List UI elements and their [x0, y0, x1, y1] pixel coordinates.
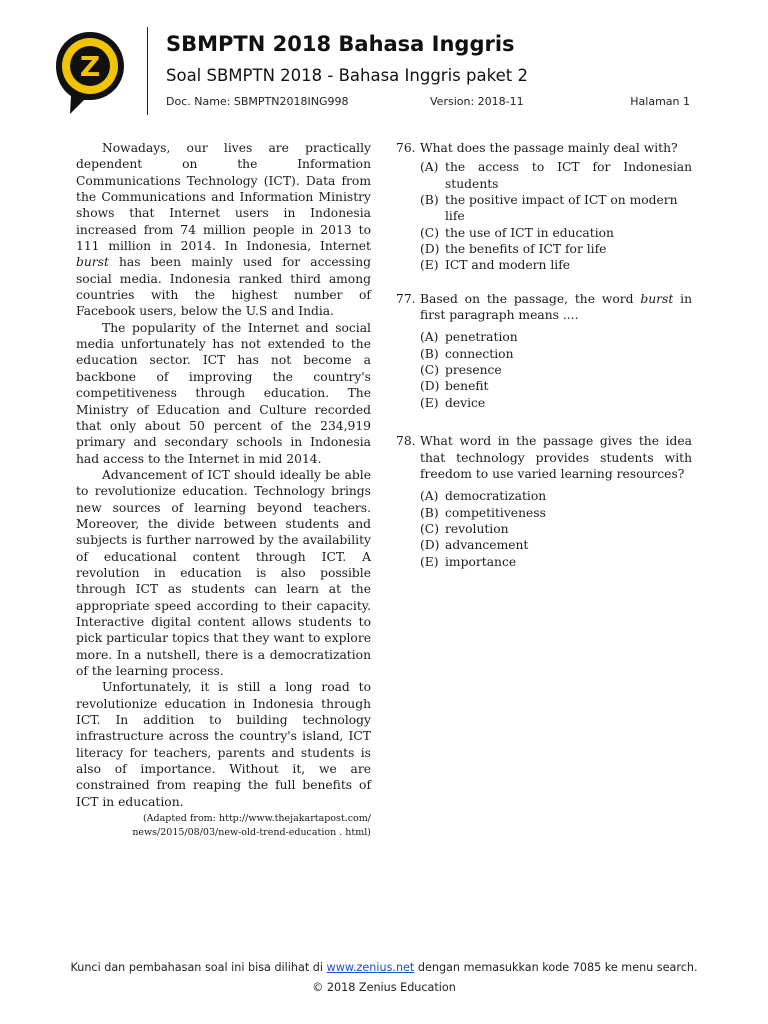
option-text: revolution [445, 521, 509, 536]
passage-emphasis-burst: burst [76, 255, 109, 270]
passage-paragraph-4: Unfortunately, it is still a long road to revolutionize education in Indonesia through ICT. In addition to building technology infrastructure across the country's island, ICT literacy for teachers, parents and students is also of importance. Without it, we are constrained from reaping the full benefits of ICT in education. [76, 680, 371, 809]
option-text: democratization [445, 489, 547, 504]
option-label: (A) [420, 160, 439, 175]
option-text: the benefits of ICT for life [445, 242, 607, 257]
question-list [396, 140, 692, 570]
document-subtitle: Soal SBMPTN 2018 - Bahasa Inggris paket 2 [166, 66, 528, 85]
option-e[interactable] [420, 257, 692, 273]
option-c[interactable] [420, 225, 692, 241]
document-footer [0, 958, 768, 998]
option-a[interactable] [420, 159, 692, 192]
option-label: (D) [420, 242, 440, 257]
option-label: (E) [420, 395, 439, 410]
document-header [0, 0, 768, 125]
option-text: penetration [445, 330, 518, 345]
option-list [420, 329, 692, 411]
copyright: © 2018 Zenius Education [312, 981, 456, 994]
option-list [420, 488, 692, 570]
passage-paragraph-1 [76, 140, 371, 320]
question-text: What does the passage mainly deal with? [420, 141, 678, 155]
option-d[interactable] [420, 537, 692, 553]
option-c[interactable] [420, 362, 692, 378]
option-a[interactable] [420, 488, 692, 504]
option-text: competitiveness [445, 505, 546, 520]
question-text-part: Based on the passage, the word [420, 291, 641, 306]
option-c[interactable] [420, 521, 692, 537]
footer-text: Kunci dan pembahasan soal ini bisa dilihat di [70, 961, 327, 974]
option-d[interactable] [420, 378, 692, 394]
option-a[interactable] [420, 329, 692, 345]
passage-paragraph-3: Advancement of ICT should ideally be able to revolutionize education. Technology brings new sources of learning beyond teachers. Moreover, the divide between students and subjects is further narrowed by the availability of educational content through ICT. A revolution in education is also possible through ICT as students can learn at the appropriate speed according to their capacity. Interactive digital content allows students to pick particular topics that they want to explore more. In a nutshell, there is a democratization of the learning process. [76, 467, 371, 678]
option-text: the use of ICT in education [445, 225, 614, 240]
option-e[interactable] [420, 395, 692, 411]
option-label: (C) [420, 225, 440, 240]
option-list [420, 159, 692, 273]
question-emphasis-burst: burst [640, 291, 674, 306]
option-text: the access to ICT for Indonesian students [445, 160, 692, 191]
option-label: (E) [420, 258, 439, 273]
option-label: (C) [420, 521, 440, 536]
doc-version: Version: 2018-11 [430, 95, 524, 108]
option-e[interactable] [420, 554, 692, 570]
footer-note [0, 958, 768, 978]
option-text: device [445, 395, 486, 410]
zenius-link[interactable]: www.zenius.net [326, 961, 415, 974]
zenius-logo-icon [54, 30, 126, 116]
logo-letter: Z [79, 50, 101, 83]
option-label: (D) [420, 538, 440, 553]
option-b[interactable] [420, 192, 692, 225]
option-text: connection [445, 346, 514, 361]
option-text: the positive impact of ICT on modern life [445, 193, 678, 224]
reading-passage [76, 140, 371, 810]
question-number: 78. [396, 434, 416, 449]
source-line: (Adapted from: http://www.thejakartapost.com/ [142, 813, 371, 824]
option-label: (D) [420, 379, 440, 394]
question-78 [396, 433, 692, 570]
option-label: (B) [420, 193, 439, 208]
passage-text: Nowadays, our lives are practically dependent on the Information Communications Technology (ICT). Data from the Communications and Information Ministry shows that Internet users in Indonesia increased from 74 million people in 2013 to 111 million in 2014. In Indonesia, Internet [76, 141, 371, 254]
option-label: (A) [420, 489, 439, 504]
source-line: news/2015/08/03/new-old-trend-education . html) [132, 827, 371, 838]
option-label: (E) [420, 554, 439, 569]
question-76 [396, 140, 692, 274]
option-text: advancement [445, 538, 529, 553]
page-number: Halaman 1 [630, 95, 690, 108]
option-text: benefit [445, 379, 489, 394]
passage-source [120, 812, 371, 840]
header-divider [147, 27, 148, 115]
option-text: importance [445, 554, 517, 569]
passage-text: has been mainly used for accessing social media. Indonesia ranked third among countries with the highest number of Facebook users, below the U.S and India. [76, 255, 371, 319]
option-b[interactable] [420, 346, 692, 362]
question-number: 77. [396, 291, 416, 306]
option-label: (B) [420, 505, 439, 520]
option-text: presence [445, 363, 502, 378]
doc-name: Doc. Name: SBMPTN2018ING998 [166, 95, 349, 108]
option-text: ICT and modern life [445, 258, 571, 273]
footer-text: dengan memasukkan kode 7085 ke menu search. [414, 961, 698, 974]
question-number: 76. [396, 141, 416, 155]
question-text [420, 291, 692, 324]
option-label: (C) [420, 363, 440, 378]
question-text: What word in the passage gives the idea that technology provides students with freedom to use varied learning resources? [420, 434, 692, 481]
question-text-part: in first paragraph means .... [420, 291, 692, 323]
option-label: (B) [420, 346, 439, 361]
option-d[interactable] [420, 241, 692, 257]
passage-paragraph-2: The popularity of the Internet and social media unfortunately has not extended to the education sector. ICT has not become a backbone of improving the country's competitiveness through education. The Ministry of Education and Culture recorded that only about 50 percent of the 234,919 primary and secondary schools in Indonesia had access to the Internet in mid 2014. [76, 320, 371, 466]
option-label: (A) [420, 330, 439, 345]
option-b[interactable] [420, 505, 692, 521]
question-77 [396, 291, 692, 411]
document-title: SBMPTN 2018 Bahasa Inggris [166, 32, 515, 56]
